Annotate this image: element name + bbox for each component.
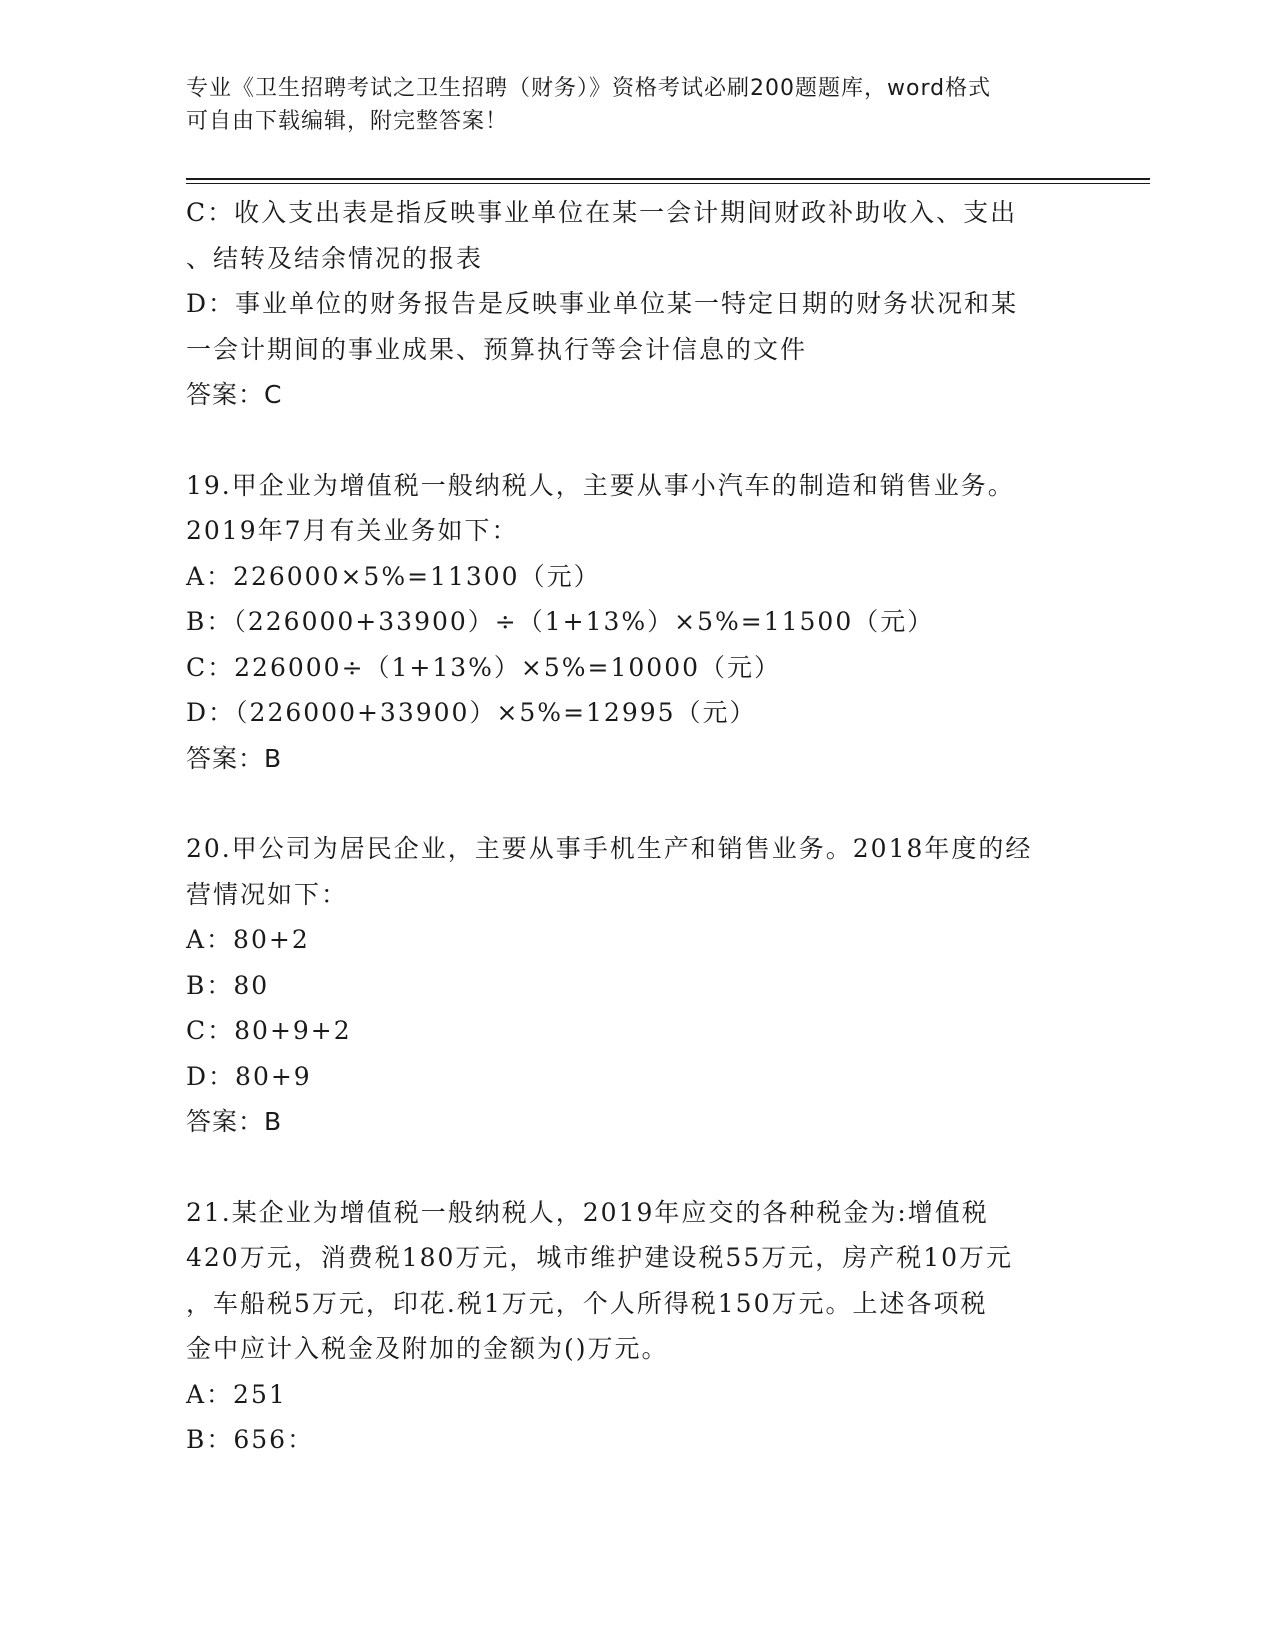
question-stem-line-4: 金中应计入税金及附加的金额为()万元。	[186, 1334, 669, 1363]
option-b: B：80	[186, 970, 270, 1000]
option-d: D：80+9	[186, 1061, 312, 1091]
answer-label: 答案：B	[186, 1107, 283, 1136]
header-divider-thin	[186, 183, 1150, 184]
question-stem-line-3: ，车船税5万元，印花.税1万元，个人所得税150万元。上述各项税	[186, 1288, 988, 1318]
option-d-line-1: D：事业单位的财务报告是反映事业单位某一特定日期的财务状况和某	[186, 289, 1019, 318]
question-stem-line-2: 营情况如下：	[186, 879, 349, 909]
option-b: B：（226000+33900）÷（1+13%）×5%=11500（元）	[186, 607, 935, 636]
option-a: A：251	[186, 1379, 287, 1409]
question-stem-line-2: 420万元，消费税180万元，城市维护建设税55万元，房产税10万元	[186, 1243, 1014, 1272]
question-20	[186, 826, 1086, 1145]
header-title-line-2: 可自由下载编辑，附完整答案！	[186, 109, 509, 134]
option-d-line-2: 一会计期间的事业成果、预算执行等会计信息的文件	[186, 334, 808, 364]
option-c: C：226000÷（1+13%）×5%=10000（元）	[186, 652, 782, 682]
option-b: B：656：	[186, 1425, 315, 1454]
question-18-tail	[186, 190, 1086, 418]
option-a: A：80+2	[186, 925, 310, 954]
header-title-line-1: 专业《卫生招聘考试之卫生招聘（财务）》资格考试必刷200题题库，word格式	[186, 76, 992, 101]
option-c: C：80+9+2	[186, 1016, 352, 1045]
question-stem-line-1: 19.甲企业为增值税一般纳税人，主要从事小汽车的制造和销售业务。	[186, 470, 1015, 500]
document-header	[186, 72, 1086, 138]
question-21	[186, 1190, 1086, 1463]
question-stem-line-1: 21.某企业为增值税一般纳税人，2019年应交的各种税金为:增值税	[186, 1197, 989, 1227]
spacer	[186, 1145, 1086, 1190]
option-c-line-1: C：收入支出表是指反映事业单位在某一会计期间财政补助收入、支出	[186, 198, 1018, 227]
spacer	[186, 781, 1086, 826]
header-divider-thick	[186, 178, 1150, 180]
question-stem-line-1: 20.甲公司为居民企业，主要从事手机生产和销售业务。2018年度的经	[186, 834, 1033, 863]
option-c-line-2: 、结转及结余情况的报表	[186, 243, 484, 273]
answer-label: 答案：C	[186, 380, 283, 409]
spacer	[186, 418, 1086, 463]
answer-label: 答案：B	[186, 743, 283, 773]
option-a: A：226000×5%=11300（元）	[186, 561, 601, 591]
question-stem-line-2: 2019年7月有关业务如下：	[186, 516, 519, 545]
option-d: D：（226000+33900）×5%=12995（元）	[186, 698, 757, 727]
question-content	[186, 190, 1086, 1463]
question-19	[186, 463, 1086, 782]
